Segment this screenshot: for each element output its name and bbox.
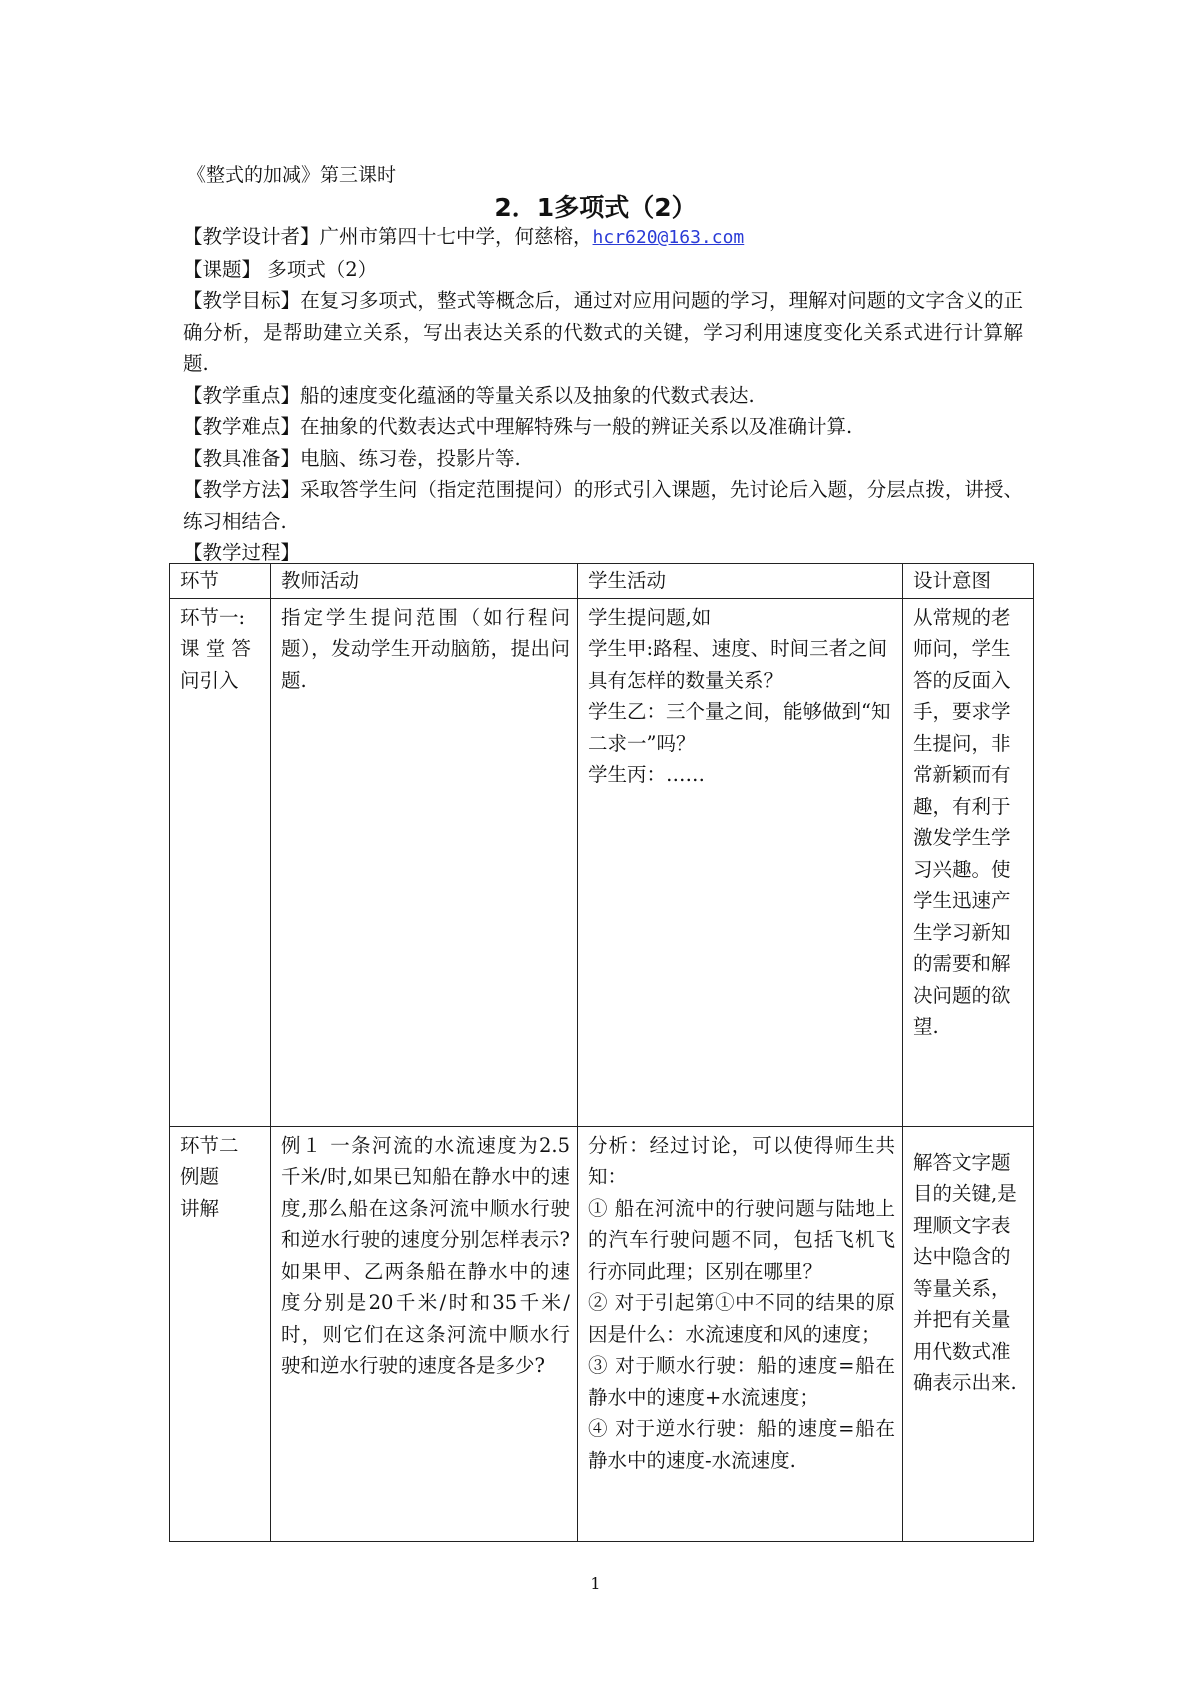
student-line: ① 船在河流中的行驶问题与陆地上的汽车行驶问题不同，包括飞机飞行亦同此理；区别在哪里？: [588, 1196, 895, 1283]
stage-cell: [170, 598, 271, 1126]
designer-text: 广州市第四十七中学，何慈榕，: [319, 225, 593, 248]
designer-label: 【教学设计者】: [183, 225, 320, 248]
page-title: 2．1多项式（2）: [494, 193, 697, 222]
table-row: [170, 1126, 1034, 1541]
focus-label: 【教学重点】: [183, 383, 301, 407]
topic-label: 【课题】: [183, 257, 262, 281]
focus-line: [183, 380, 1023, 412]
method-line: [183, 474, 1023, 537]
tools-label: 【教具准备】: [183, 446, 301, 470]
goal-line: [183, 285, 1023, 380]
student-line: 学生乙：三个量之间，能够做到“知二求一”吗？: [588, 700, 891, 755]
header-student: 学生活动: [578, 564, 903, 599]
topic-line: [183, 254, 1023, 286]
stage-line: 问引入: [180, 668, 239, 692]
method-label: 【教学方法】: [183, 478, 301, 501]
tools-line: [183, 443, 1023, 475]
goal-text: 在复习多项式，整式等概念后，通过对应用问题的学习，理解对问题的文字含义的正确分析，是帮助建立关系，写出表达关系的代数式的关键，学习利用速度变化关系式进行计算解题.: [183, 289, 1023, 375]
student-line: 分析：经过讨论，可以使得师生共知：: [588, 1133, 895, 1188]
student-line: 学生甲:路程、速度、时间三者之间具有怎样的数量关系？: [588, 637, 888, 692]
difficulty-text: 在抽象的代数表达式中理解特殊与一般的辨证关系以及准确计算.: [300, 415, 853, 438]
teacher-cell: 指定学生提问范围（如行程问题），发动学生开动脑筋，提出问题.: [271, 598, 578, 1126]
method-text: 采取答学生问（指定范围提问）的形式引入课题，先讨论后入题，分层点拨，讲授、练习相结合.: [183, 478, 1023, 533]
focus-text: 船的速度变化蕴涵的等量关系以及抽象的代数式表达.: [300, 383, 755, 407]
header-stage: 环节: [170, 564, 271, 599]
student-cell: [578, 598, 903, 1126]
stage-line: 课 堂 答: [180, 637, 251, 660]
designer-line: [183, 221, 1023, 254]
process-table: [169, 563, 1034, 1542]
lesson-info: [183, 221, 1023, 569]
student-line: 学生丙：……: [588, 763, 706, 786]
student-line: 学生提问题,如: [588, 605, 712, 629]
designer-email-link[interactable]: hcr620@163.com: [592, 227, 745, 248]
student-cell: [578, 1126, 903, 1541]
student-line: ② 对于引起第①中不同的结果的原因是什么：水流速度和风的速度；: [588, 1291, 895, 1346]
process-heading: 【教学过程】: [183, 541, 301, 564]
student-line: ③ 对于顺水行驶：船的速度=船在静水中的速度+水流速度；: [588, 1354, 895, 1409]
stage-line: 环节二: [180, 1133, 239, 1157]
intent-cell: 解答文字题目的关键,是理顺文字表达中隐含的等量关系，并把有关量用代数式准确表示出来.: [903, 1126, 1034, 1541]
stage-cell: [170, 1126, 271, 1541]
header-teacher: 教师活动: [271, 564, 578, 599]
course-line: 《整式的加减》第三课时: [187, 164, 397, 186]
page-number: 1: [590, 1574, 601, 1593]
difficulty-label: 【教学难点】: [183, 415, 301, 438]
student-line: ④ 对于逆水行驶：船的速度=船在静水中的速度-水流速度.: [588, 1417, 895, 1472]
teacher-cell: 例１ 一条河流的水流速度为2.5千米/时,如果已知船在静水中的速度,那么船在这条河流中顺水行驶和逆水行驶的速度分别怎样表示?如果甲、乙两条船在静水中的速度分别是20千米/时和35千米/时，则它们在这条河流中顺水行驶和逆水行驶的速度各是多少?: [271, 1126, 578, 1541]
stage-line: 例题: [180, 1165, 220, 1188]
topic-text: 多项式（2）: [261, 257, 378, 281]
table-row: [170, 598, 1034, 1126]
header-intent: 设计意图: [903, 564, 1034, 599]
intent-cell: 从常规的老师问，学生答的反面入手，要求学生提问，非常新颖而有趣，有利于激发学生学习兴趣。使学生迅速产生学习新知的需要和解决问题的欲望.: [903, 598, 1034, 1126]
tools-text: 电脑、练习卷，投影片等.: [300, 446, 521, 470]
stage-line: 环节一:: [180, 605, 246, 629]
stage-line: 讲解: [180, 1196, 220, 1220]
goal-label: 【教学目标】: [183, 289, 301, 312]
difficulty-line: [183, 411, 1023, 443]
table-header-row: [170, 564, 1034, 599]
